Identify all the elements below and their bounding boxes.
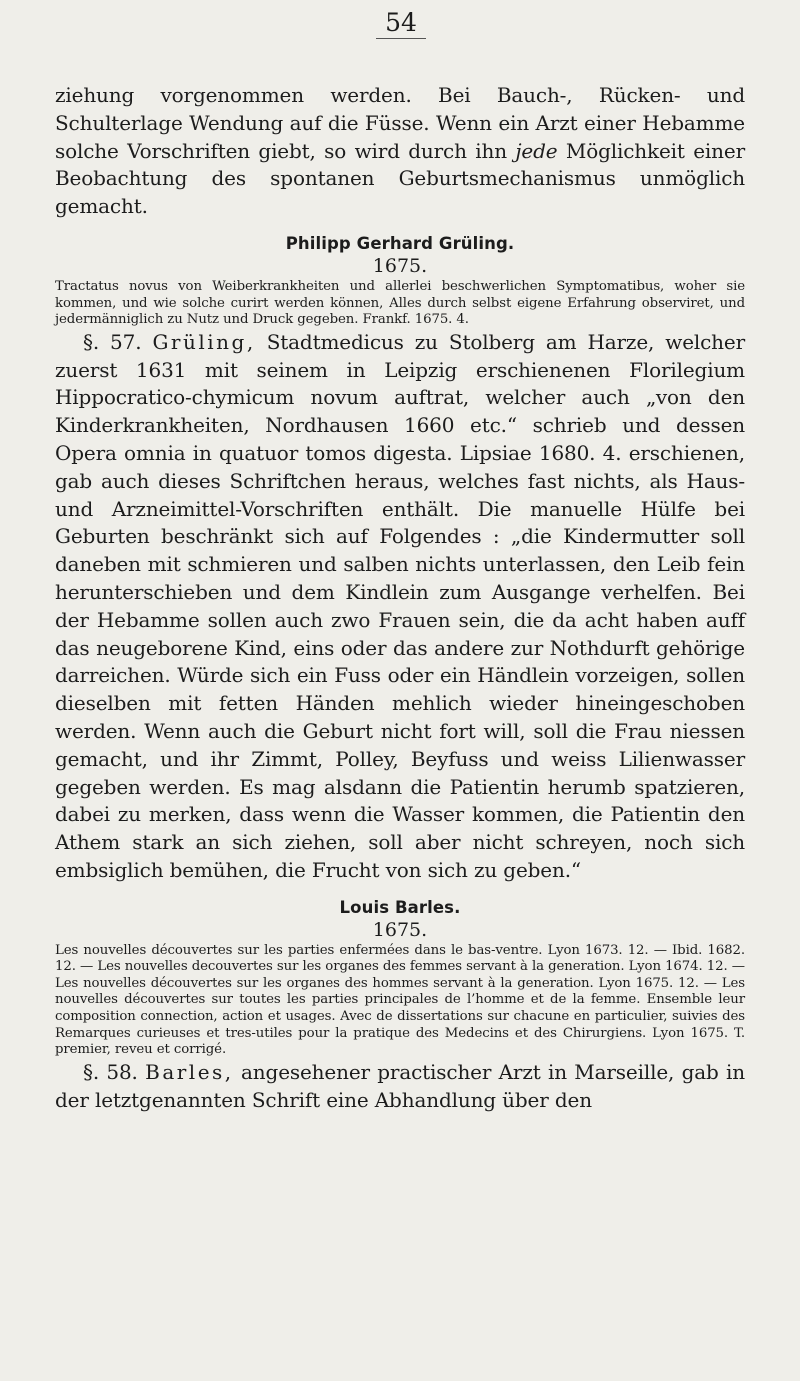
- paragraph-continuation: ziehung vorgenommen werden. Bei Bauch-, Rücken- und Schulterlage Wendung auf die Füsse. Wenn ein Arzt einer Hebamme solche Vorschriften giebt, so wird durch ihn jede Möglichkeit einer Beobachtung des spontanen Geburtsmechanismus unmöglich gemacht.: [55, 83, 745, 219]
- page-number-rule: [376, 38, 426, 39]
- entry-author-grueling: Philipp Gerhard Grüling.: [285, 233, 515, 253]
- citation-grueling: Tractatus novus von Weiberkrankheiten und allerlei beschwerlichen Symptomatibus, woher sie kommen, und wie solche curirt werden können, Alles durch selbst eigene Erfahrung observiret, und jedermänniglich zu Nutz und Druck gegeben. Frankf. 1675. 4.: [55, 278, 745, 328]
- citation-barles: Les nouvelles découvertes sur les parties enfermées dans le bas-ventre. Lyon 1673. 12. — Ibid. 1682. 12. — Les nouvelles decouvertes sur les organes des femmes servant à la generation. Lyon 1674. 12. — Les nouvelles découvertes sur les organes des hommes servant à la generation. Lyon 1675. 12. — Les nouvelles découvertes sur toutes les parties principales de l’homme et de la femme. Ensemble leur composition connection, action et usages. Avec de dissertations sur chacune en particulier, suivies des Remarques curieuses et tres-utiles pour la pratique des Medecins et des Chirurgiens. Lyon 1675. T. premier, reveu et corrigé.: [55, 942, 745, 1058]
- entry-year-barles: 1675.: [372, 918, 428, 941]
- entry-year-grueling: 1675.: [372, 254, 428, 277]
- paragraph-section-57: [55, 329, 745, 885]
- section-text: Stadtmedicus zu Stolberg am Harze, welcher zuerst 1631 mit seinem in Leipzig erschienenen Florilegium Hippocratico-chymicum novum auftrat, welcher auch „von den Kinderkrankheiten, Nordhausen 1660 etc.“ schrieb und dessen Opera omnia in quatuor tomos digesta. Lipsiae 1680. 4. erschienen, gab auch dieses Schriftchen heraus, welches fast nichts, als Haus- und Arzneimittel-Vorschriften enthält. Die manuelle Hülfe bei Geburten beschränkt sich auf Folgendes : „die Kindermutter soll daneben mit schmieren und salben nichts unterlassen, den Leib fein herunterschieben und dem Kindlein zum Ausgange verhelfen. Bei der Hebamme sollen auch zwo Frauen sein, die da acht haben auff das neugeborene Kind, eins oder das andere zur Nothdurft gehörige darreichen. Würde sich ein Fuss oder ein Händlein vorzeigen, sollen dieselben mit fetten Händen mehlich wieder hineingeschoben werden. Wenn auch die Geburt nicht fort will, soll die Frau niessen gemacht, und ihr Zimmt, Polley, Beyfuss und weiss Lilienwasser gegeben werden. Es mag alsdann die Patientin herumb spatzieren, dabei zu merken, dass wenn die Wasser kommen, die Patientin den Athem stark an sich ziehen, soll aber nicht schreyen, noch sich embsiglich bemühen, die Frucht von sich zu geben.“: [55, 329, 745, 882]
- entry-author-barles: Louis Barles.: [339, 897, 461, 917]
- page-number: 54: [385, 8, 417, 37]
- section-name: Barles,: [145, 1059, 234, 1084]
- paragraph-section-58: [55, 1059, 745, 1115]
- section-number: §. 57.: [83, 329, 142, 354]
- emphasis: jede: [515, 138, 558, 163]
- section-name: Grüling,: [152, 329, 256, 354]
- section-number: §. 58.: [83, 1059, 138, 1084]
- page-content: [55, 82, 745, 1114]
- section-text: angesehener practischer Arzt in Marseille, gab in der letztgenannten Schrift eine Abhandlung über den: [55, 1059, 745, 1112]
